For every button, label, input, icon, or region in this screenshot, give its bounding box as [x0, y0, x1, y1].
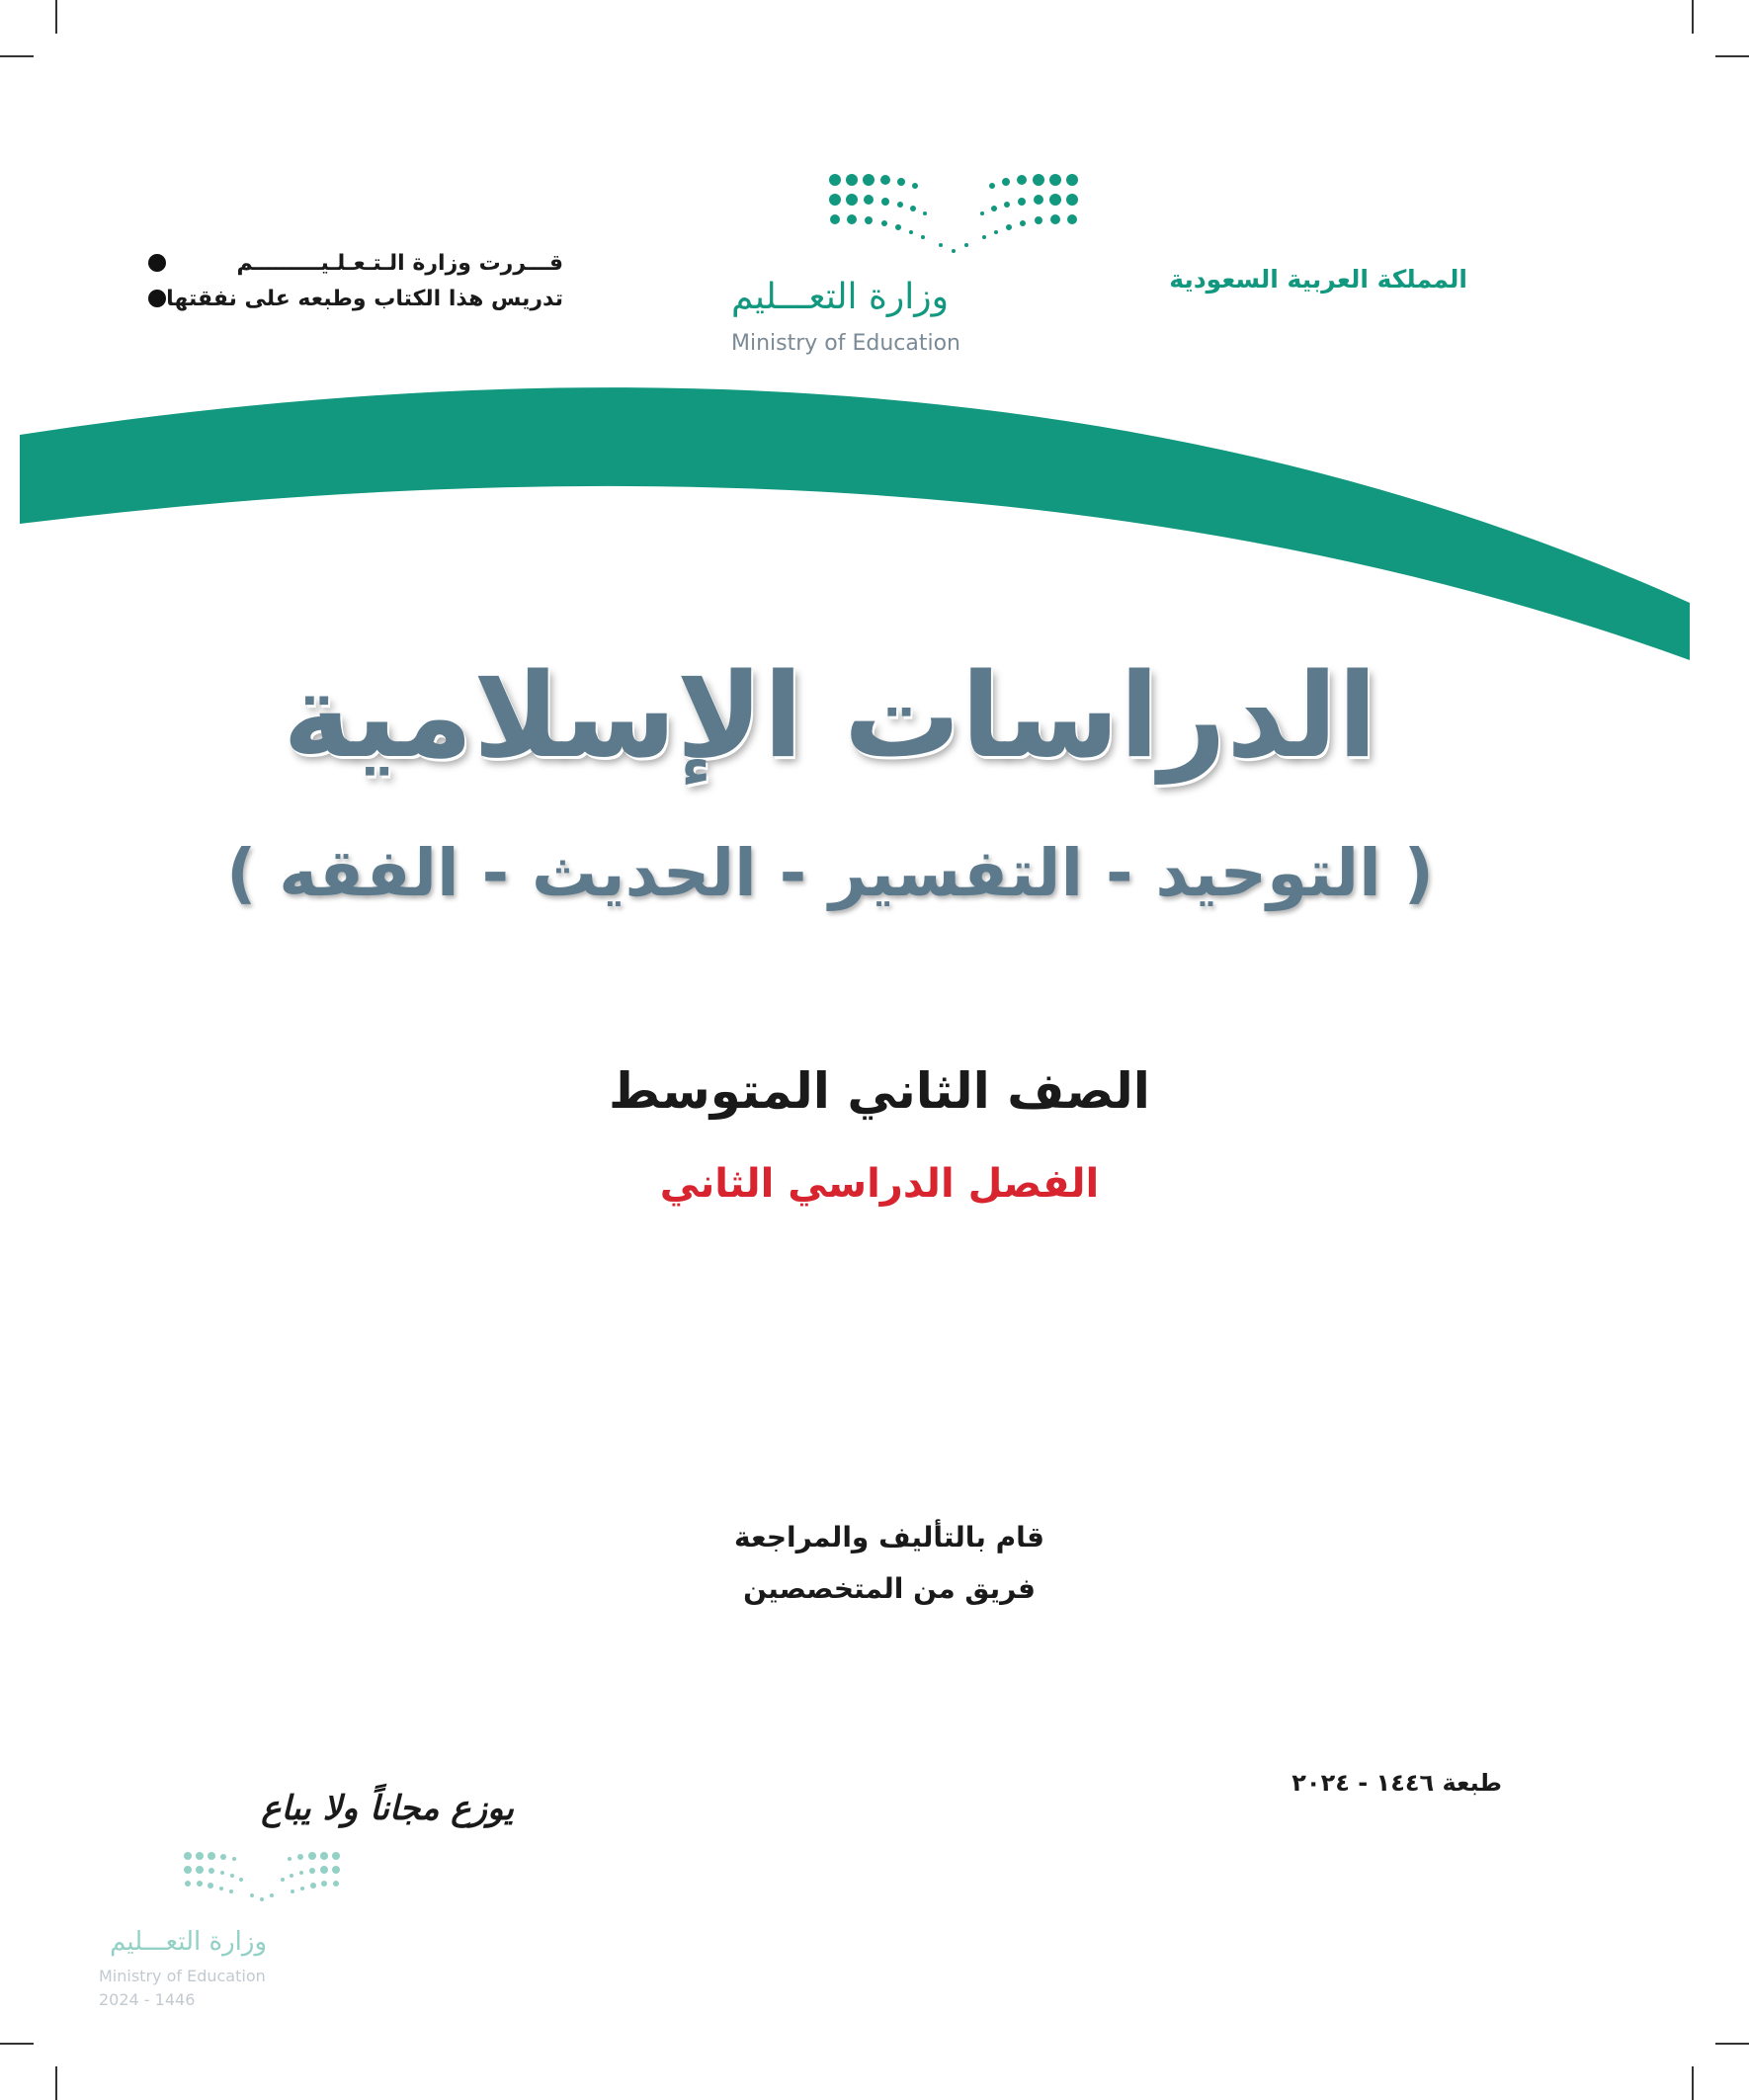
crop-mark — [55, 2066, 57, 2100]
book-subtitle: ( التوحيد - التفسير - الحديث - الفقه ) — [226, 835, 1434, 911]
logo-english-text: Ministry of Education — [730, 331, 960, 356]
authors-credit — [494, 1512, 1285, 1615]
grade-level: الصف الثاني المتوسط — [609, 1062, 1150, 1120]
authors-line-1: قام بالتأليف والمراجعة — [734, 1521, 1044, 1554]
teal-arc-banner — [0, 0, 1749, 692]
authors-line-2: فريق من المتخصصين — [743, 1572, 1036, 1605]
watermark-logo — [89, 1848, 415, 2026]
logo-arabic-text: وزارة التعـــليم — [730, 277, 949, 317]
approval-line-2: تدريس هذا الكتاب وطبعه على نفقتها — [166, 286, 563, 311]
watermark-english-text: Ministry of Education — [99, 1967, 266, 1985]
watermark-arabic-text: وزارة التعـــليم — [110, 1927, 267, 1957]
edition-label: طبعة ١٤٤٦ - ٢٠٢٤ — [1291, 1769, 1502, 1797]
free-distribution-note: يوزع مجاناً ولا يباع — [261, 1789, 514, 1828]
crop-mark — [0, 2043, 34, 2045]
crop-mark — [1715, 2043, 1749, 2045]
crop-mark — [1692, 2066, 1694, 2100]
book-title: الدراسات الإسلامية — [282, 647, 1378, 784]
country-name: المملكة العربية السعودية — [1169, 265, 1467, 294]
watermark-year: 2024 - 1446 — [99, 1990, 196, 2009]
semester-label: الفصل الدراسي الثاني — [659, 1161, 1100, 1207]
watermark-dots-icon — [89, 1848, 415, 1917]
approval-line-1: قـــررت وزارة الـتـعـلـيـــــــــم — [236, 250, 563, 276]
